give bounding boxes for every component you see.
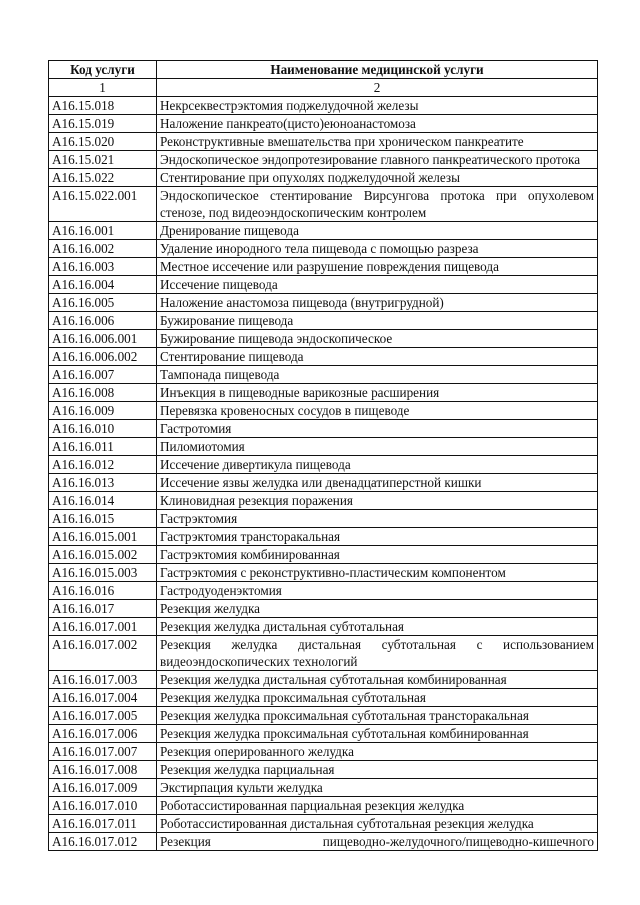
service-code: A16.16.014 bbox=[49, 492, 157, 510]
table-row bbox=[49, 115, 598, 133]
service-code: A16.16.001 bbox=[49, 222, 157, 240]
table-row bbox=[49, 276, 598, 294]
document-page bbox=[48, 60, 598, 851]
service-code: A16.15.020 bbox=[49, 133, 157, 151]
table-row bbox=[49, 689, 598, 707]
service-code: A16.15.022 bbox=[49, 169, 157, 187]
service-code: A16.16.004 bbox=[49, 276, 157, 294]
service-name: Резекция желудка проксимальная субтотальная трансторакальная bbox=[157, 707, 598, 725]
table-row bbox=[49, 438, 598, 456]
table-row bbox=[49, 564, 598, 582]
service-code: A16.16.015 bbox=[49, 510, 157, 528]
service-name: Удаление инородного тела пищевода с помощью разреза bbox=[157, 240, 598, 258]
table-row bbox=[49, 761, 598, 779]
service-name: Гастродуоденэктомия bbox=[157, 582, 598, 600]
table-row bbox=[49, 600, 598, 618]
table-row bbox=[49, 151, 598, 169]
service-code: A16.16.008 bbox=[49, 384, 157, 402]
service-name: Резекция желудка дистальная субтотальная комбинированная bbox=[157, 671, 598, 689]
table-row bbox=[49, 779, 598, 797]
service-code: A16.16.009 bbox=[49, 402, 157, 420]
table-row bbox=[49, 330, 598, 348]
service-code: A16.16.017.012 bbox=[49, 833, 157, 851]
table-row bbox=[49, 546, 598, 564]
table-row bbox=[49, 294, 598, 312]
service-code: A16.16.002 bbox=[49, 240, 157, 258]
service-code: A16.16.006 bbox=[49, 312, 157, 330]
service-code: A16.15.019 bbox=[49, 115, 157, 133]
service-name: Бужирование пищевода bbox=[157, 312, 598, 330]
table-row bbox=[49, 258, 598, 276]
service-code: A16.16.006.002 bbox=[49, 348, 157, 366]
services-table bbox=[48, 60, 598, 851]
table-row bbox=[49, 492, 598, 510]
service-name: Гастрэктомия bbox=[157, 510, 598, 528]
service-code: A16.16.017 bbox=[49, 600, 157, 618]
service-name: Пиломиотомия bbox=[157, 438, 598, 456]
header-code: Код услуги bbox=[49, 61, 157, 79]
table-row bbox=[49, 636, 598, 671]
service-name: Резекция оперированного желудка bbox=[157, 743, 598, 761]
service-name: Гастрэктомия с реконструктивно-пластическим компонентом bbox=[157, 564, 598, 582]
service-code: A16.16.006.001 bbox=[49, 330, 157, 348]
table-row bbox=[49, 384, 598, 402]
table-row bbox=[49, 618, 598, 636]
service-code: A16.16.017.010 bbox=[49, 797, 157, 815]
service-code: A16.16.017.007 bbox=[49, 743, 157, 761]
service-name: Иссечение дивертикула пищевода bbox=[157, 456, 598, 474]
service-name: Роботассистированная дистальная субтотальная резекция желудка bbox=[157, 815, 598, 833]
service-name: Резекция желудка дистальная субтотальная bbox=[157, 618, 598, 636]
service-name: Экстирпация культи желудка bbox=[157, 779, 598, 797]
service-name: Гастротомия bbox=[157, 420, 598, 438]
service-name: Иссечение пищевода bbox=[157, 276, 598, 294]
table-row bbox=[49, 833, 598, 851]
table-row bbox=[49, 169, 598, 187]
service-name: Местное иссечение или разрушение повреждения пищевода bbox=[157, 258, 598, 276]
column-number-row bbox=[49, 79, 598, 97]
service-code: A16.16.010 bbox=[49, 420, 157, 438]
column-number-2: 2 bbox=[157, 79, 598, 97]
table-row bbox=[49, 456, 598, 474]
service-name: Резекция желудка проксимальная субтотальная bbox=[157, 689, 598, 707]
table-row bbox=[49, 815, 598, 833]
table-row bbox=[49, 348, 598, 366]
service-name: Резекция желудка bbox=[157, 600, 598, 618]
service-name: Стентирование при опухолях поджелудочной железы bbox=[157, 169, 598, 187]
service-code: A16.15.021 bbox=[49, 151, 157, 169]
service-name: Гастрэктомия трансторакальная bbox=[157, 528, 598, 546]
service-name: Стентирование пищевода bbox=[157, 348, 598, 366]
service-name: Наложение анастомоза пищевода (внутригрудной) bbox=[157, 294, 598, 312]
service-name: Иссечение язвы желудка или двенадцатиперстной кишки bbox=[157, 474, 598, 492]
service-code: A16.16.015.002 bbox=[49, 546, 157, 564]
service-code: A16.16.015.003 bbox=[49, 564, 157, 582]
service-code: A16.16.012 bbox=[49, 456, 157, 474]
table-row bbox=[49, 187, 598, 222]
service-code: A16.16.005 bbox=[49, 294, 157, 312]
service-name: Тампонада пищевода bbox=[157, 366, 598, 384]
service-name: Эндоскопическое эндопротезирование главного панкреатического протока bbox=[157, 151, 598, 169]
service-name: Реконструктивные вмешательства при хроническом панкреатите bbox=[157, 133, 598, 151]
service-code: A16.16.017.005 bbox=[49, 707, 157, 725]
table-row bbox=[49, 474, 598, 492]
service-name: Некрсеквестрэктомия поджелудочной железы bbox=[157, 97, 598, 115]
service-code: A16.16.011 bbox=[49, 438, 157, 456]
table-row bbox=[49, 222, 598, 240]
table-row bbox=[49, 528, 598, 546]
service-code: A16.16.017.004 bbox=[49, 689, 157, 707]
table-row bbox=[49, 312, 598, 330]
table-row bbox=[49, 420, 598, 438]
service-name: Резекция желудка дистальная субтотальная с использованием видеоэндоскопических технологий bbox=[157, 636, 598, 671]
table-row bbox=[49, 725, 598, 743]
table-row bbox=[49, 582, 598, 600]
service-code: A16.16.017.009 bbox=[49, 779, 157, 797]
service-code: A16.16.017.003 bbox=[49, 671, 157, 689]
table-row bbox=[49, 240, 598, 258]
service-name: Резекция желудка парциальная bbox=[157, 761, 598, 779]
service-name: Эндоскопическое стентирование Вирсунгова протока при опухолевом стенозе, под видеоэндоскопическим контролем bbox=[157, 187, 598, 222]
service-code: A16.16.016 bbox=[49, 582, 157, 600]
service-name: Клиновидная резекция поражения bbox=[157, 492, 598, 510]
table-row bbox=[49, 743, 598, 761]
service-code: A16.16.007 bbox=[49, 366, 157, 384]
service-name: Резекция пищеводно-желудочного/пищеводно-кишечного bbox=[157, 833, 598, 851]
service-code: A16.16.013 bbox=[49, 474, 157, 492]
service-name: Резекция желудка проксимальная субтотальная комбинированная bbox=[157, 725, 598, 743]
table-row bbox=[49, 797, 598, 815]
service-code: A16.16.017.002 bbox=[49, 636, 157, 671]
service-name: Дренирование пищевода bbox=[157, 222, 598, 240]
service-code: A16.16.003 bbox=[49, 258, 157, 276]
service-name: Роботассистированная парциальная резекция желудка bbox=[157, 797, 598, 815]
header-name: Наименование медицинской услуги bbox=[157, 61, 598, 79]
table-row bbox=[49, 133, 598, 151]
service-name: Наложение панкреато(цисто)еюноанастомоза bbox=[157, 115, 598, 133]
service-code: A16.16.017.001 bbox=[49, 618, 157, 636]
table-row bbox=[49, 510, 598, 528]
service-name: Гастрэктомия комбинированная bbox=[157, 546, 598, 564]
service-code: A16.15.022.001 bbox=[49, 187, 157, 222]
table-row bbox=[49, 671, 598, 689]
service-code: A16.15.018 bbox=[49, 97, 157, 115]
service-code: A16.16.015.001 bbox=[49, 528, 157, 546]
header-row bbox=[49, 61, 598, 79]
table-row bbox=[49, 366, 598, 384]
table-row bbox=[49, 402, 598, 420]
table-row bbox=[49, 707, 598, 725]
service-name: Перевязка кровеносных сосудов в пищеводе bbox=[157, 402, 598, 420]
column-number-1: 1 bbox=[49, 79, 157, 97]
service-name: Инъекция в пищеводные варикозные расширения bbox=[157, 384, 598, 402]
service-code: A16.16.017.008 bbox=[49, 761, 157, 779]
table-row bbox=[49, 97, 598, 115]
service-code: A16.16.017.011 bbox=[49, 815, 157, 833]
service-name: Бужирование пищевода эндоскопическое bbox=[157, 330, 598, 348]
service-code: A16.16.017.006 bbox=[49, 725, 157, 743]
